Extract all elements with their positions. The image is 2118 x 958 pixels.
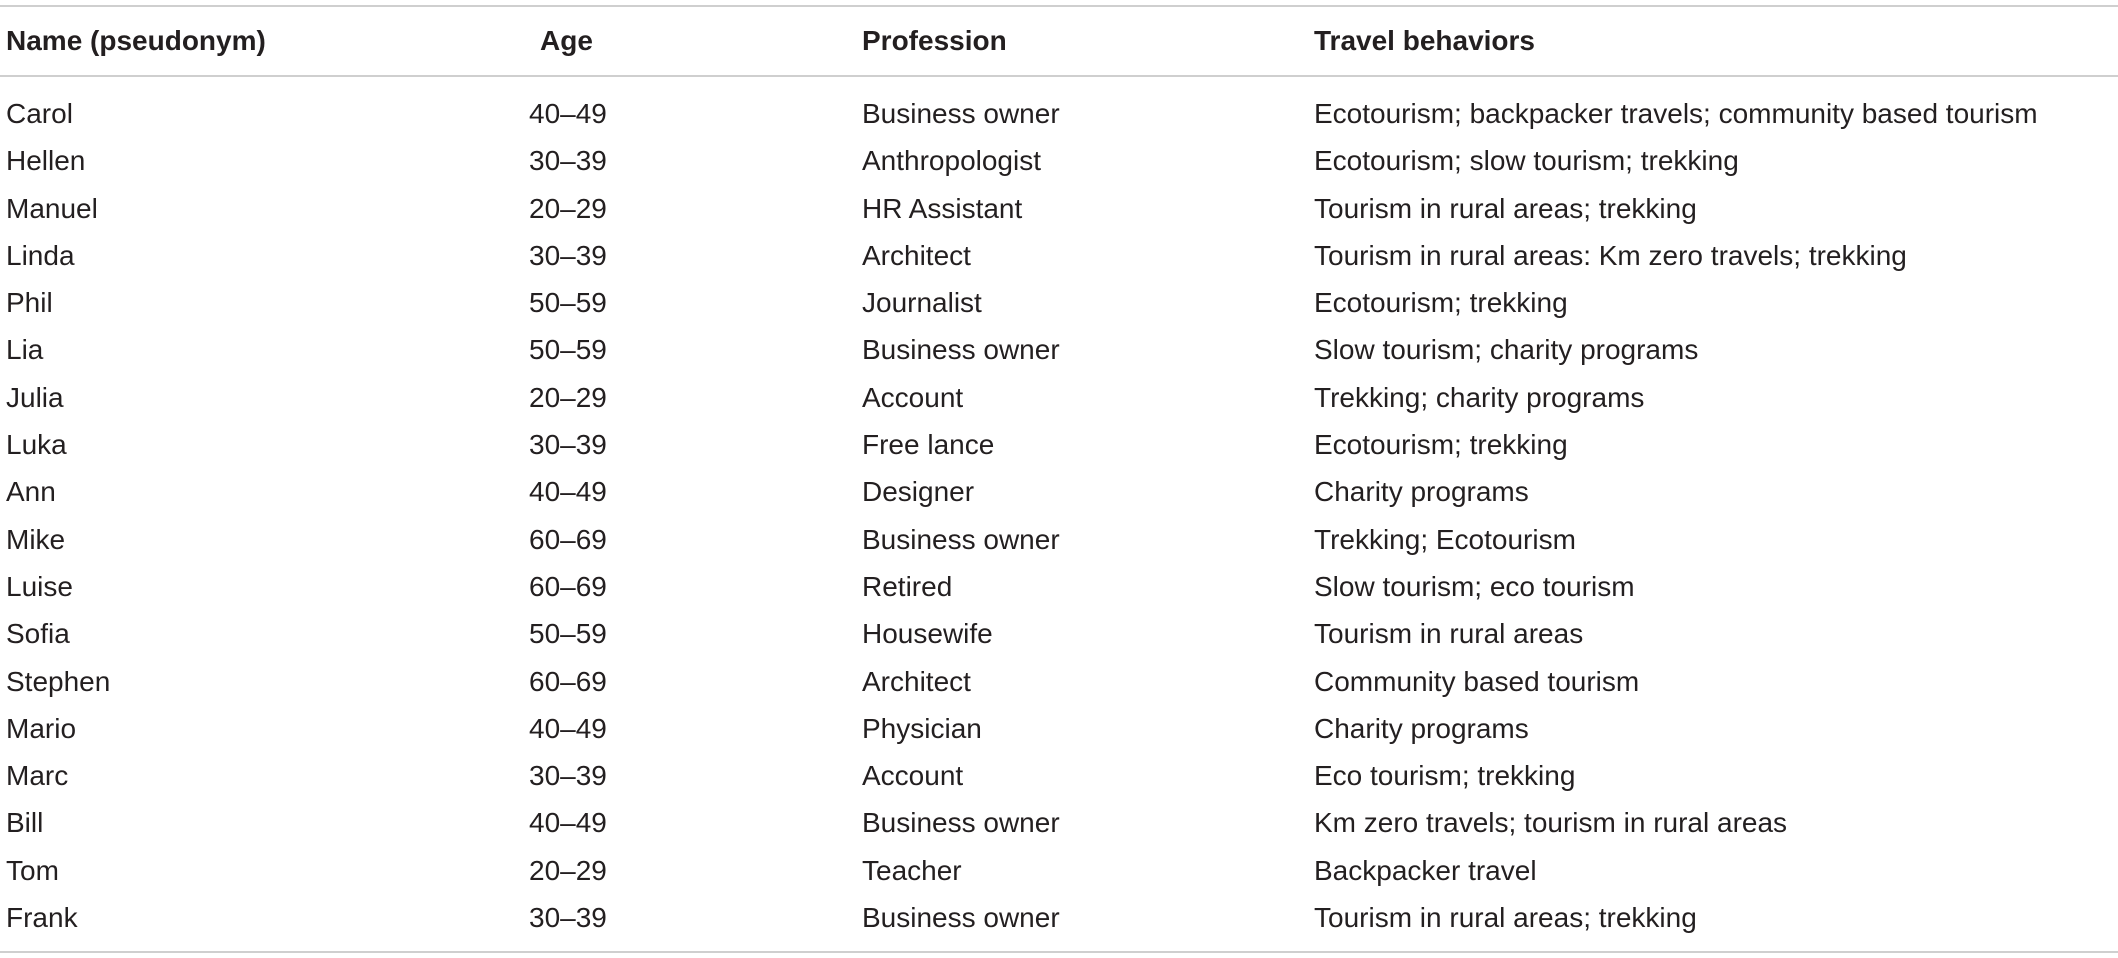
cell-profession: Designer bbox=[862, 476, 975, 508]
table-row bbox=[0, 279, 2118, 326]
cell-age: 30–39 bbox=[529, 239, 607, 271]
cell-name: Marc bbox=[6, 760, 69, 792]
cell-age: 60–69 bbox=[529, 665, 607, 697]
cell-age: 40–49 bbox=[529, 807, 607, 839]
cell-name: Linda bbox=[6, 239, 75, 271]
table-row bbox=[0, 468, 2118, 515]
cell-age: 20–29 bbox=[529, 192, 607, 224]
cell-age: 50–59 bbox=[529, 287, 607, 319]
cell-age: 20–29 bbox=[529, 854, 607, 886]
table-row bbox=[0, 374, 2118, 421]
cell-name: Frank bbox=[6, 902, 78, 934]
cell-profession: Free lance bbox=[862, 429, 995, 461]
cell-travel-behaviors: Ecotourism; backpacker travels; community based tourism bbox=[1314, 98, 2038, 129]
cell-profession: Account bbox=[862, 381, 964, 413]
cell-age: 30–39 bbox=[529, 902, 607, 934]
table-row bbox=[0, 752, 2118, 799]
cell-name: Mike bbox=[6, 523, 66, 555]
cell-travel-behaviors: Ecotourism; trekking bbox=[1314, 287, 1568, 319]
cell-age: 40–49 bbox=[529, 98, 607, 129]
cell-travel-behaviors: Slow tourism; charity programs bbox=[1314, 334, 1699, 366]
cell-age: 30–39 bbox=[529, 760, 607, 792]
cell-profession: Business owner bbox=[862, 98, 1060, 129]
cell-profession: Architect bbox=[862, 239, 971, 271]
cell-travel-behaviors: Tourism in rural areas; trekking bbox=[1314, 192, 1697, 224]
cell-travel-behaviors: Km zero travels; tourism in rural areas bbox=[1314, 807, 1788, 839]
cell-travel-behaviors: Charity programs bbox=[1314, 476, 1529, 508]
cell-profession: Teacher bbox=[862, 854, 962, 886]
table-row bbox=[0, 563, 2118, 610]
cell-travel-behaviors: Trekking; Ecotourism bbox=[1314, 523, 1576, 555]
cell-age: 50–59 bbox=[529, 334, 607, 366]
table-row bbox=[0, 658, 2118, 705]
cell-age: 60–69 bbox=[529, 523, 607, 555]
cell-travel-behaviors: Community based tourism bbox=[1314, 665, 1640, 697]
cell-profession: Business owner bbox=[862, 334, 1060, 366]
cell-age: 40–49 bbox=[529, 712, 607, 744]
cell-age: 30–39 bbox=[529, 145, 607, 177]
cell-age: 40–49 bbox=[529, 476, 607, 508]
table-bottom-rule bbox=[0, 951, 2118, 953]
cell-name: Phil bbox=[6, 287, 53, 319]
header-name: Name (pseudonym) bbox=[6, 25, 266, 56]
cell-travel-behaviors: Tourism in rural areas: Km zero travels; trekking bbox=[1314, 239, 1907, 271]
cell-travel-behaviors: Ecotourism; trekking bbox=[1314, 429, 1568, 461]
table-row bbox=[0, 799, 2118, 846]
cell-travel-behaviors: Slow tourism; eco tourism bbox=[1314, 570, 1635, 602]
table-row bbox=[0, 516, 2118, 563]
cell-name: Mario bbox=[6, 712, 77, 744]
cell-travel-behaviors: Trekking; charity programs bbox=[1314, 381, 1645, 413]
cell-profession: Business owner bbox=[862, 807, 1060, 839]
cell-name: Sofia bbox=[6, 618, 70, 650]
cell-profession: Business owner bbox=[862, 523, 1060, 555]
table-header-row bbox=[0, 6, 2118, 75]
cell-travel-behaviors: Ecotourism; slow tourism; trekking bbox=[1314, 145, 1739, 177]
cell-travel-behaviors: Tourism in rural areas; trekking bbox=[1314, 902, 1697, 934]
table-row bbox=[0, 326, 2118, 373]
cell-name: Luise bbox=[6, 570, 73, 602]
table-header-rule bbox=[0, 75, 2118, 77]
cell-profession: Business owner bbox=[862, 902, 1060, 934]
cell-profession: Architect bbox=[862, 665, 971, 697]
cell-name: Stephen bbox=[6, 665, 111, 697]
table-row bbox=[0, 137, 2118, 184]
cell-age: 60–69 bbox=[529, 570, 607, 602]
cell-name: Bill bbox=[6, 807, 44, 839]
cell-age: 50–59 bbox=[529, 618, 607, 650]
cell-travel-behaviors: Backpacker travel bbox=[1314, 854, 1537, 886]
table-body bbox=[0, 90, 2118, 941]
table-row bbox=[0, 894, 2118, 941]
table-row bbox=[0, 185, 2118, 232]
header-profession: Profession bbox=[862, 25, 1007, 56]
cell-travel-behaviors: Eco tourism; trekking bbox=[1314, 760, 1576, 792]
cell-name: Lia bbox=[6, 334, 44, 366]
cell-profession: Anthropologist bbox=[862, 145, 1042, 177]
cell-name: Manuel bbox=[6, 192, 98, 224]
cell-travel-behaviors: Charity programs bbox=[1314, 712, 1529, 744]
table-row bbox=[0, 90, 2118, 137]
cell-profession: Physician bbox=[862, 712, 982, 744]
table-row bbox=[0, 847, 2118, 894]
cell-age: 30–39 bbox=[529, 429, 607, 461]
cell-profession: HR Assistant bbox=[862, 192, 1023, 224]
header-travel-behaviors: Travel behaviors bbox=[1314, 25, 1536, 56]
cell-profession: Account bbox=[862, 760, 964, 792]
cell-name: Carol bbox=[6, 98, 73, 129]
table-row bbox=[0, 232, 2118, 279]
cell-profession: Journalist bbox=[862, 287, 982, 319]
cell-name: Julia bbox=[6, 381, 64, 413]
cell-name: Ann bbox=[6, 476, 56, 508]
cell-age: 20–29 bbox=[529, 381, 607, 413]
table-row bbox=[0, 610, 2118, 657]
cell-travel-behaviors: Tourism in rural areas bbox=[1314, 618, 1584, 650]
cell-profession: Housewife bbox=[862, 618, 993, 650]
cell-name: Tom bbox=[6, 854, 59, 886]
cell-name: Luka bbox=[6, 429, 67, 461]
table-row bbox=[0, 421, 2118, 468]
header-age: Age bbox=[540, 25, 593, 56]
cell-profession: Retired bbox=[862, 570, 953, 602]
cell-name: Hellen bbox=[6, 145, 86, 177]
table-row bbox=[0, 705, 2118, 752]
